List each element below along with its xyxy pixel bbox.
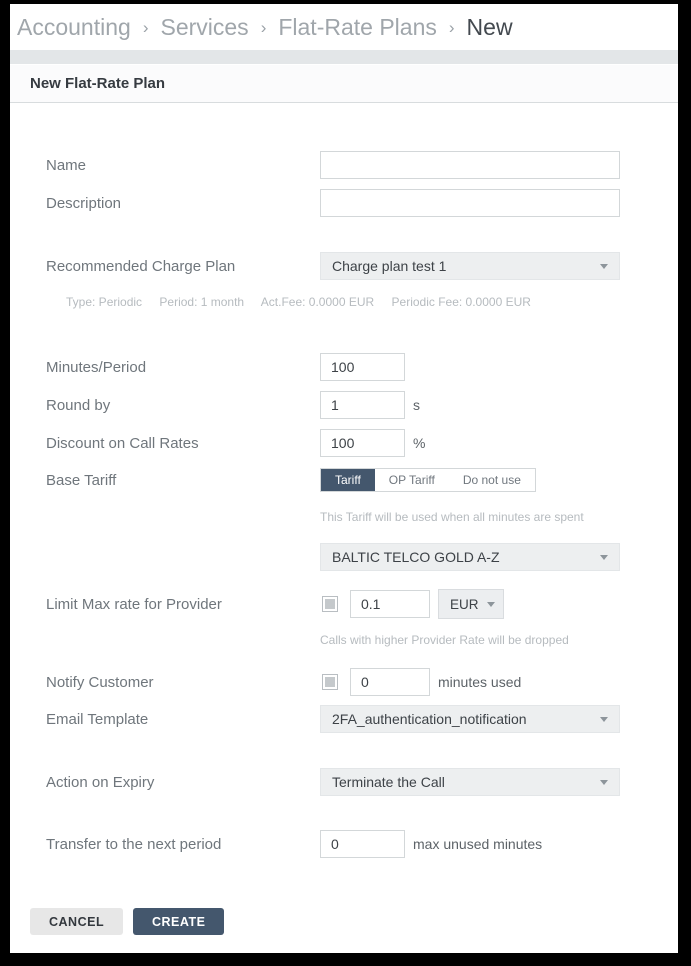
breadcrumb-accounting[interactable]: Accounting [17,13,131,40]
base-tariff-option-tariff[interactable]: Tariff [321,469,375,491]
form-row-limit-max-rate [46,589,504,619]
form-row-transfer [46,830,542,858]
limit-max-rate-label: Limit Max rate for Provider [46,595,222,613]
base-tariff-label: Base Tariff [46,471,117,489]
charge-plan-periodic-fee: Periodic Fee: 0.0000 EUR [391,295,531,309]
tariff-select-value: BALTIC TELCO GOLD A-Z [332,549,500,565]
description-input[interactable] [320,189,620,217]
create-button[interactable]: CREATE [133,908,224,935]
transfer-unit: max unused minutes [413,836,543,852]
transfer-label: Transfer to the next period [46,835,222,853]
recommended-charge-plan-label: Recommended Charge Plan [46,257,236,275]
breadcrumb [10,4,678,50]
round-by-label: Round by [46,396,111,414]
currency-value: EUR [450,596,479,612]
minutes-period-input[interactable] [320,353,405,381]
breadcrumb-separator: › [448,18,455,37]
checkbox-fill [325,599,335,609]
chevron-down-icon [600,780,608,785]
recommended-charge-plan-select[interactable] [320,252,620,280]
base-tariff-hint: This Tariff will be used when all minutes are spent [320,510,584,524]
charge-plan-details [66,295,545,309]
limit-max-rate-checkbox[interactable] [322,596,338,612]
notify-customer-checkbox[interactable] [322,674,338,690]
breadcrumb-separator: › [260,18,267,37]
action-on-expiry-select[interactable] [320,768,620,796]
discount-label: Discount on Call Rates [46,434,199,452]
currency-select[interactable] [438,589,504,619]
limit-max-rate-hint: Calls with higher Provider Rate will be dropped [320,633,569,647]
tariff-select[interactable] [320,543,620,571]
form-row-notify-customer [46,667,521,697]
breadcrumb-services[interactable]: Services [160,13,249,40]
form-row-tariff-select [320,543,620,571]
breadcrumb-new: New [466,13,513,40]
chevron-down-icon [600,555,608,560]
email-template-label: Email Template [46,710,149,728]
email-template-value: 2FA_authentication_notification [332,711,527,727]
page-title: New Flat-Rate Plan [30,75,166,92]
base-tariff-option-do-not-use[interactable]: Do not use [449,469,535,491]
breadcrumb-separator: › [142,18,149,37]
breadcrumb-flat-rate-plans[interactable]: Flat-Rate Plans [278,13,437,40]
round-by-input[interactable] [320,391,405,419]
chevron-down-icon [487,602,495,607]
base-tariff-toggle [320,468,536,492]
form-row-round-by [46,391,420,419]
transfer-input[interactable] [320,830,405,858]
form-row-discount [46,429,425,457]
minutes-period-label: Minutes/Period [46,358,147,376]
form-row-name [46,151,620,179]
discount-unit: % [413,435,426,451]
description-label: Description [46,194,122,212]
charge-plan-period: Period: 1 month [159,295,245,309]
action-on-expiry-value: Terminate the Call [332,774,445,790]
panel-header [10,65,678,103]
email-template-select[interactable] [320,705,620,733]
name-label: Name [46,156,87,174]
checkbox-fill [325,677,335,687]
chevron-down-icon [600,264,608,269]
form-row-description [46,189,620,217]
base-tariff-option-op-tariff[interactable]: OP Tariff [375,469,449,491]
form-row-recommended-charge-plan [46,252,620,280]
name-input[interactable] [320,151,620,179]
form-row-base-tariff [46,468,536,492]
limit-max-rate-input[interactable] [350,590,430,618]
recommended-charge-plan-value: Charge plan test 1 [332,258,447,274]
chevron-down-icon [600,717,608,722]
notify-customer-unit: minutes used [438,674,522,690]
notify-customer-input[interactable] [350,668,430,696]
notify-customer-label: Notify Customer [46,673,154,691]
form-row-action-on-expiry [46,768,620,796]
form-row-email-template [46,705,620,733]
discount-input[interactable] [320,429,405,457]
toolbar-strip [10,50,678,64]
form-row-minutes-period [46,353,405,381]
charge-plan-type: Type: Periodic [66,295,143,309]
action-on-expiry-label: Action on Expiry [46,773,155,791]
flat-rate-plan-page [10,4,678,953]
round-by-unit: s [413,397,420,413]
charge-plan-act-fee: Act.Fee: 0.0000 EUR [260,295,375,309]
cancel-button[interactable]: CANCEL [30,908,123,935]
